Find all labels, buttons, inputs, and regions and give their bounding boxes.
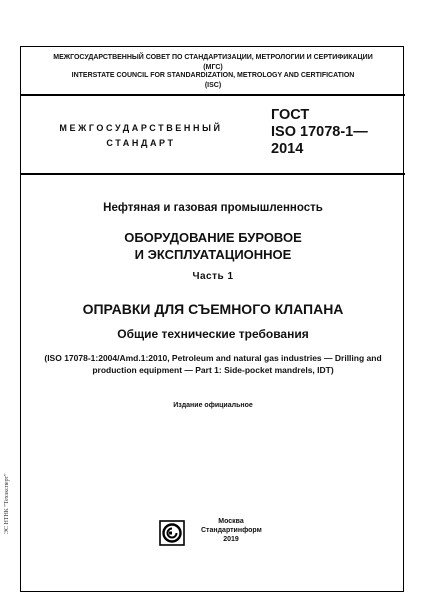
iso-reference: (ISO 17078-1:2004/Amd.1:2010, Petroleum and natural gas industries — Drilling and production equipment — Part 1: Side-pocket mandrels, IDT) [44,353,382,375]
designation-divider [21,173,405,175]
side-watermark-text: ЭС НТНК "Техэксперт" [4,473,10,534]
interstate-standard-label: МЕЖГОСУДАРСТВЕННЫЙ СТАНДАРТ [59,123,223,148]
cover-frame [20,46,404,592]
main-title: ОБОРУДОВАНИЕ БУРОВОЕ И ЭКСПЛУАТАЦИОННОЕ [124,230,302,262]
header-divider [21,94,405,96]
subtitle: Общие технические требования [117,327,309,341]
industry-title: Нефтяная и газовая промышленность [103,202,323,214]
publisher-info: Москва Стандартинформ 2019 [201,518,262,543]
council-en: INTERSTATE COUNCIL FOR STANDARDIZATION, METROLOGY AND CERTIFICATION (ISC) [71,72,355,89]
part-number: Часть 1 [192,271,234,282]
edition-label: Издание официальное [173,402,253,409]
gost-designation: ГОСТ ISO 17078-1— 2014 [271,107,368,157]
council-ru: МЕЖГОСУДАРСТВЕННЫЙ СОВЕТ ПО СТАНДАРТИЗАЦИИ, МЕТРОЛОГИИ И СЕРТИФИКАЦИИ (МГС) [53,54,373,71]
part-title: ОПРАВКИ ДЛЯ СЪЕМНОГО КЛАПАНА [82,301,344,317]
standartinform-logo-icon [159,520,185,546]
